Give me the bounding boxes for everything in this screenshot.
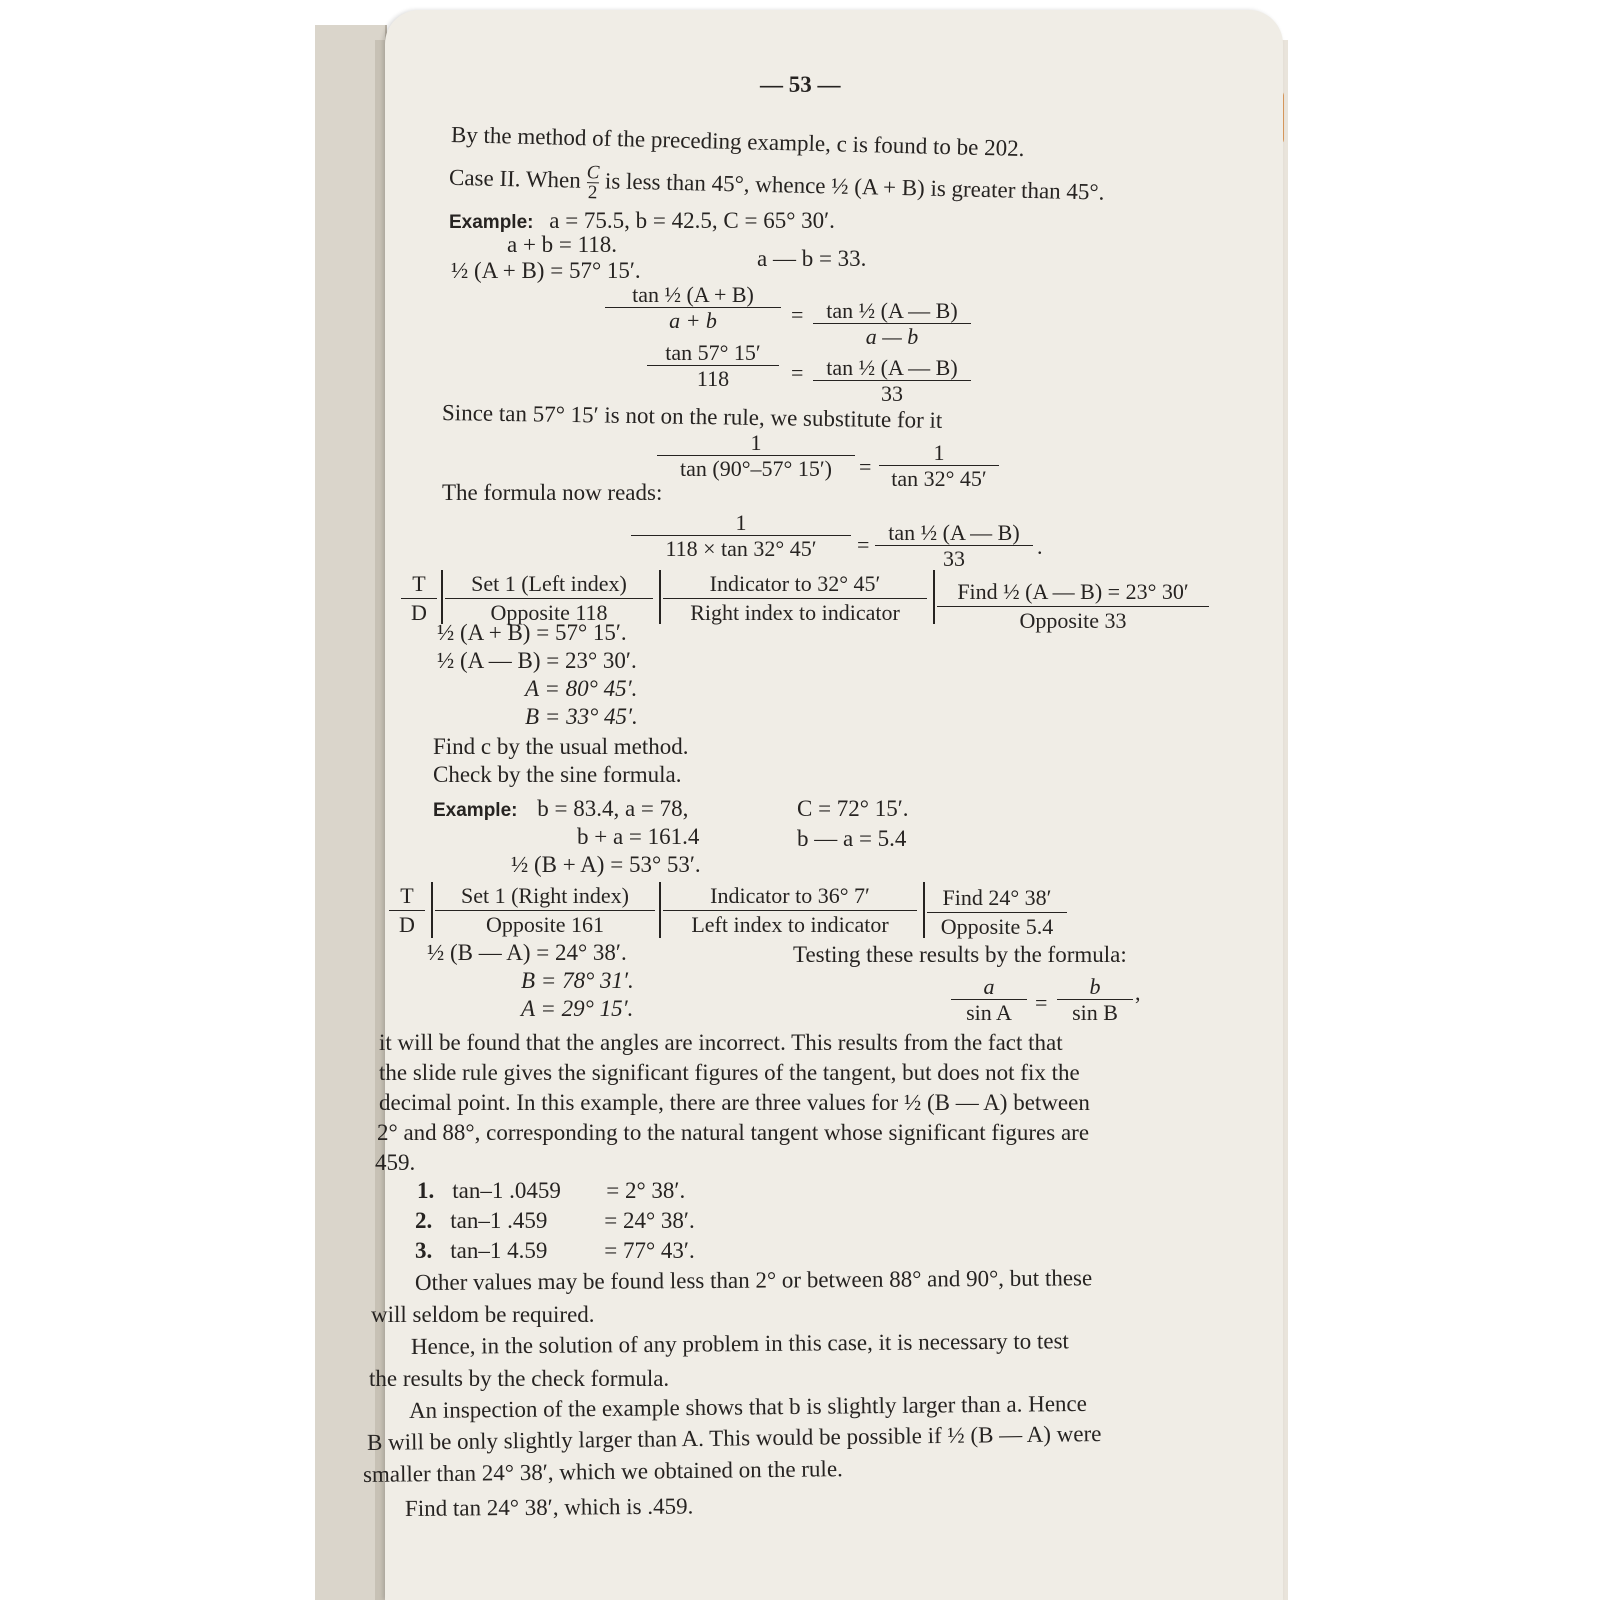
formula-1-left: $\frac{\text{tan ½ (A + B)}}{a + b}$ <box>605 282 781 333</box>
formula-4-left: $\frac{1}{118 \times \tan 32^\circ 45'}$ <box>631 510 851 561</box>
sine-formula-left: $\frac{a}{\text{sin A}}$ <box>951 974 1027 1025</box>
example-2-line-1: Example: b = 83.4, a = 78, <box>433 796 689 821</box>
paragraph-2-line-3: Hence, in the solution of any problem in this case, it is necessary to test <box>410 1328 1069 1359</box>
example-label: Example: <box>449 212 534 233</box>
case-ii-line <box>449 160 1105 214</box>
formula-1-right: $\frac{\text{tan ½ (A — B)}}{a — b}$ <box>813 298 971 349</box>
result-b-2: B = 78° 31′. <box>521 968 634 993</box>
paragraph-1-line-1: it will be found that the angles are incorrect. This results from the fact that <box>379 1030 1063 1055</box>
list-item-1: 1. tan–1 .0459 = 2° 38′. <box>417 1178 686 1203</box>
paragraph-2-line-4: the results by the check formula. <box>369 1366 670 1391</box>
formula-2-left: $\frac{\tan 57^\circ 15'}{118}$ <box>647 340 779 391</box>
example-2-half-sum: ½ (B + A) = 53° 53′. <box>511 852 701 877</box>
check-line: Check by the sine formula. <box>433 762 682 787</box>
step-1: Set 1 (Left index) Opposite 118 <box>445 570 653 627</box>
paragraph-2-line-1: Other values may be found less than 2° or between 88° and 90°, but these <box>414 1265 1093 1295</box>
equals-sign: = <box>859 454 872 479</box>
list-item-2: 2. tan–1 .459 = 24° 38′. <box>415 1208 695 1233</box>
scale-labels: T D <box>389 882 425 939</box>
paragraph-2-line-5: An inspection of the example shows that b is slightly larger than a. Hence <box>408 1390 1088 1423</box>
sine-formula-right: $\frac{b}{\text{sin B}}$ <box>1057 974 1133 1025</box>
equals-sign: = <box>791 360 804 385</box>
equals-sign: = <box>791 302 804 327</box>
c-over-2-fraction: $\frac{C}{2}$ <box>586 162 600 204</box>
step-2: Indicator to 36° 7′ Left index to indicator <box>663 882 917 939</box>
slide-rule-table-2 <box>389 882 1109 942</box>
find-c-line: Find c by the usual method. <box>433 734 689 759</box>
result-half-diff: ½ (A — B) = 23° 30′. <box>437 648 637 673</box>
testing-line: Testing these results by the formula: <box>793 942 1127 967</box>
example-2-b-minus-a: b — a = 5.4 <box>797 826 907 851</box>
since-line: Since tan 57° 15′ is not on the rule, we substitute for it <box>441 400 943 433</box>
scale-labels: T D <box>401 570 437 627</box>
example-1-a-minus-b: a — b = 33. <box>757 246 867 271</box>
example-1-line-1: Example: a = 75.5, b = 42.5, C = 65° 30′. <box>449 208 835 233</box>
example-1-a-plus-b: a + b = 118. <box>507 232 618 257</box>
result-a: A = 80° 45′. <box>525 676 638 701</box>
result-a-2: A = 29° 15′. <box>521 996 634 1021</box>
list-item-3: 3. tan–1 4.59 = 77° 43′. <box>415 1238 695 1263</box>
formula-now-reads: The formula now reads: <box>442 480 663 505</box>
paragraph-1-line-4: 2° and 88°, corresponding to the natural tangent whose significant figures are <box>377 1120 1090 1145</box>
equals-sign: = <box>857 532 870 557</box>
formula-3-right: $\frac{1}{\tan 32^\circ 45'}$ <box>879 440 999 491</box>
paragraph-2-line-8: Find tan 24° 38′, which is .459. <box>404 1493 694 1521</box>
intro-line: By the method of the preceding example, c is found to be 202. <box>450 122 1025 162</box>
paragraph-1-line-5: 459. <box>375 1150 416 1175</box>
paragraph-1-line-3: decimal point. In this example, there are three values for ½ (B — A) between <box>379 1090 1090 1115</box>
paragraph-1-line-2: the slide rule gives the significant figures of the tangent, but does not fix the <box>379 1060 1080 1085</box>
book-page <box>362 10 1283 1600</box>
step-3: Find 24° 38′ Opposite 5.4 <box>927 884 1067 941</box>
result-half-sum: ½ (A + B) = 57° 15′. <box>437 620 627 645</box>
example-label: Example: <box>433 800 518 821</box>
example-1-half-sum: ½ (A + B) = 57° 15′. <box>451 258 641 283</box>
formula-4-right: $\frac{\text{tan ½ (A — B)}}{33}$ <box>875 520 1033 571</box>
formula-3-left: $\frac{1}{\tan (90^\circ-57^\circ 15')}$ <box>657 430 855 481</box>
step-2: Indicator to 32° 45′ Right index to indicator <box>663 570 927 627</box>
example-2-b-plus-a: b + a = 161.4 <box>577 824 700 849</box>
case-ii-text-b: is less than 45°, whence ½ (A + B) is greater than 45°. <box>598 168 1105 205</box>
period: . <box>1037 534 1043 559</box>
paragraph-2-line-7: smaller than 24° 38′, which we obtained on the rule. <box>362 1456 843 1487</box>
paragraph-2-line-6: B will be only slightly larger than A. This would be possible if ½ (B — A) were <box>366 1421 1102 1455</box>
paragraph-2-line-2: will seldom be required. <box>371 1302 595 1327</box>
result-half-diff-2: ½ (B — A) = 24° 38′. <box>427 940 627 965</box>
comma: , <box>1135 980 1141 1005</box>
page-number: — 53 — <box>760 72 841 97</box>
equals-sign: = <box>1035 990 1048 1015</box>
step-1: Set 1 (Right index) Opposite 161 <box>435 882 655 939</box>
step-3: Find ½ (A — B) = 23° 30′ Opposite 33 <box>937 578 1209 635</box>
example-2-angle-c: C = 72° 15′. <box>797 796 909 821</box>
formula-2-right: $\frac{\text{tan ½ (A — B)}}{33}$ <box>813 355 971 406</box>
case-ii-text-a: Case II. When <box>448 164 587 193</box>
result-b: B = 33° 45′. <box>525 704 638 729</box>
